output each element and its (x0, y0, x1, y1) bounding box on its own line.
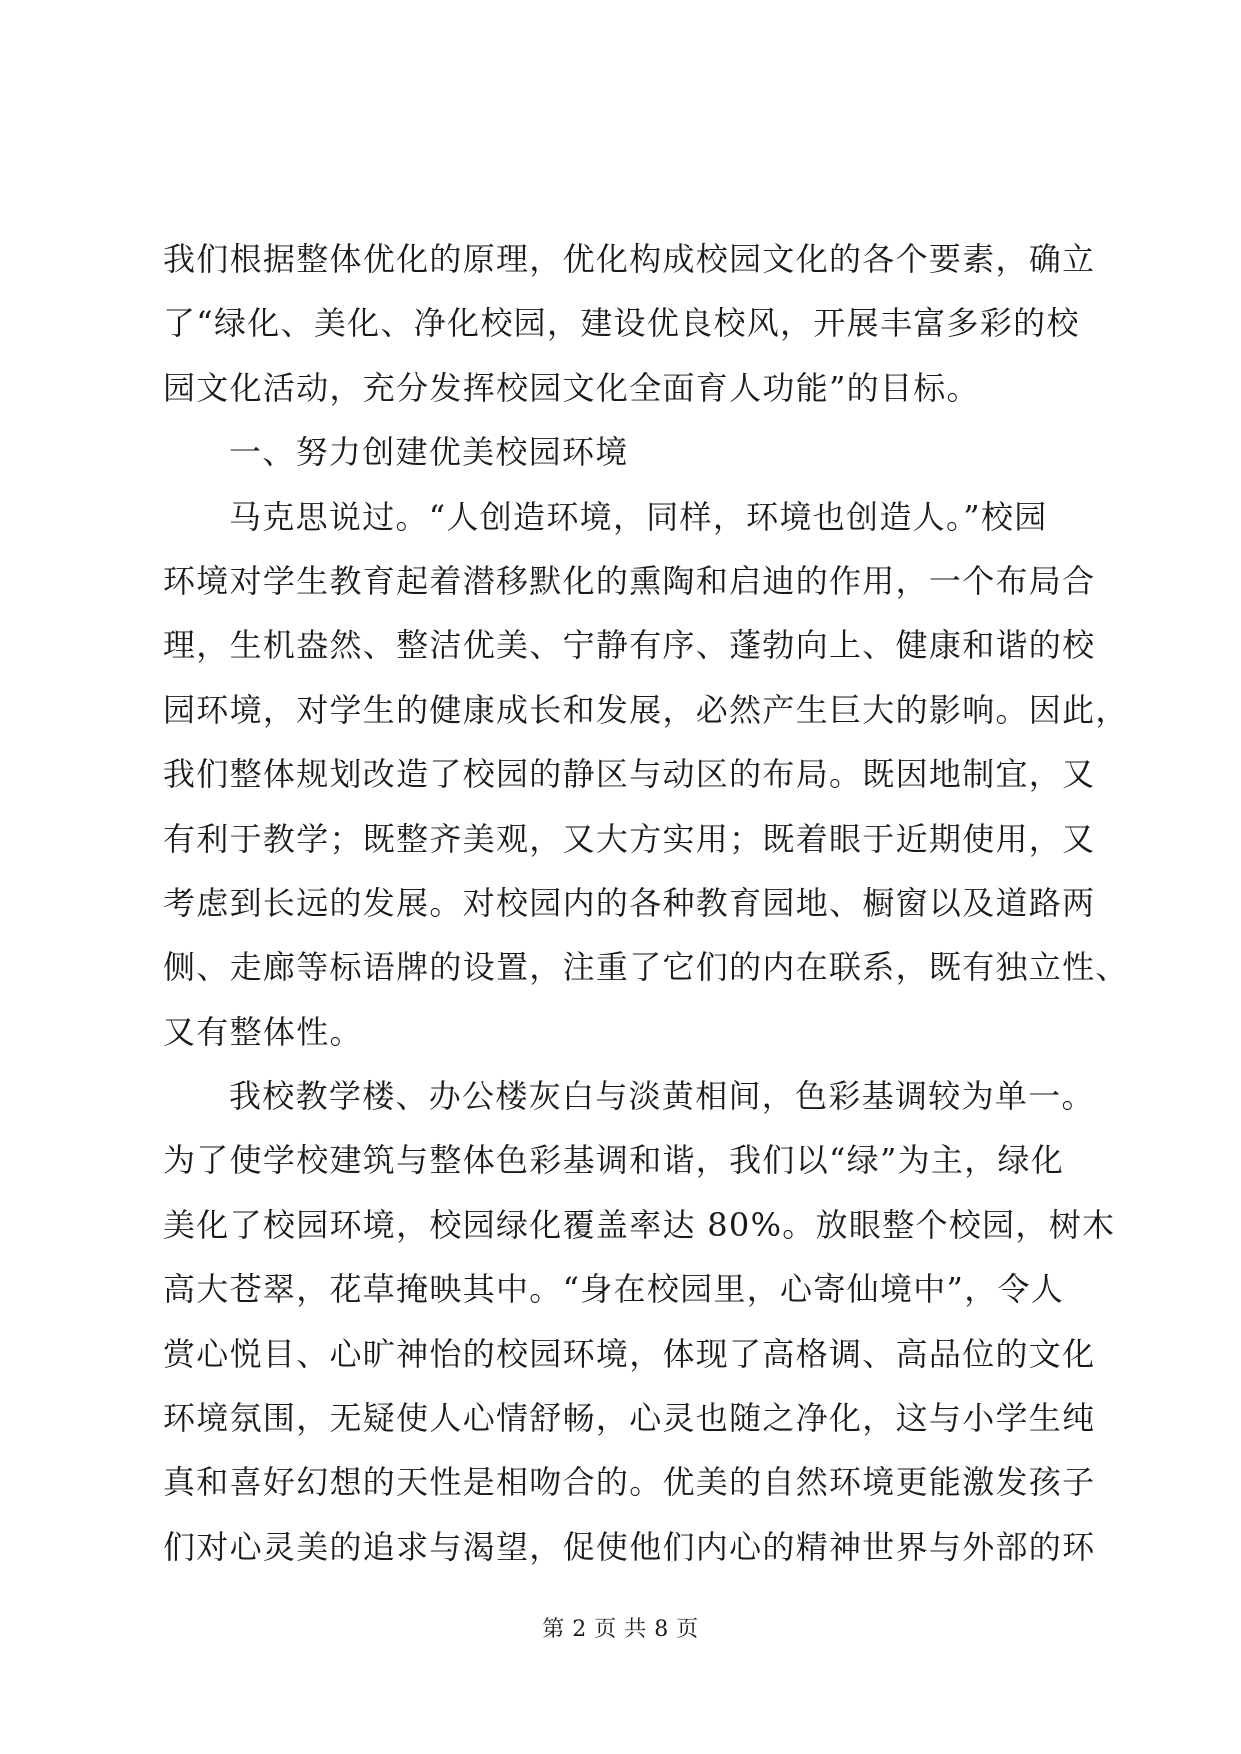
text-line: 有利于教学；既整齐美观，又大方实用；既着眼于近期使用，又 (163, 819, 1096, 858)
text-line: 我们根据整体优化的原理，优化构成校园文化的各个要素，确立 (163, 240, 1096, 278)
text-line: 我们整体规划改造了校园的静区与动区的布局。既因地制宜，又 (163, 755, 1096, 794)
text-line: 侧、走廊等标语牌的设置，注重了它们的内在联系，既有独立性、 (163, 948, 1129, 987)
section-heading: 一、努力创建优美校园环境 (229, 433, 629, 472)
text-line: 我校教学楼、办公楼灰白与淡黄相间，色彩基调较为单一。 (229, 1077, 1095, 1116)
body-text (163, 227, 1129, 1579)
text-line: 高大苍翠，花草掩映其中。“身在校园里，心寄仙境中”，令人 (163, 1270, 1065, 1309)
text-line: 又有整体性。 (163, 1012, 363, 1051)
text-line: 为了使学校建筑与整体色彩基调和谐，我们以“绿”为主，绿化 (163, 1141, 1065, 1180)
text-line: 环境对学生教育起着潜移默化的熏陶和启迪的作用，一个布局合 (163, 561, 1096, 600)
page-number-footer: 第 2 页 共 8 页 (542, 1617, 699, 1642)
text-line: 马克思说过。“人创造环境，同样，环境也创造人。”校园 (229, 497, 1048, 536)
text-line: 考虑到长远的发展。对校园内的各种教育园地、橱窗以及道路两 (163, 883, 1096, 922)
text-line: 赏心悦目、心旷神怡的校园环境，体现了高格调、高品位的文化 (163, 1334, 1096, 1373)
text-line: 环境氛围，无疑使人心情舒畅，心灵也随之净化，这与小学生纯 (163, 1399, 1096, 1438)
text-line: 美化了校园环境，校园绿化覆盖率达 80%。放眼整个校园，树木 (163, 1205, 1116, 1244)
text-line: 们对心灵美的追求与渴望，促使他们内心的精神世界与外部的环 (163, 1527, 1096, 1566)
text-line: 理，生机盎然、整洁优美、宁静有序、蓬勃向上、健康和谐的校 (163, 626, 1096, 665)
text-line: 园环境，对学生的健康成长和发展，必然产生巨大的影响。因此， (163, 690, 1129, 729)
text-line: 真和喜好幻想的天性是相吻合的。优美的自然环境更能激发孩子 (163, 1463, 1096, 1502)
text-line: 园文化活动，充分发挥校园文化全面育人功能”的目标。 (163, 368, 980, 407)
text-line: 了“绿化、美化、净化校园，建设优良校风，开展丰富多彩的校 (163, 304, 1080, 343)
